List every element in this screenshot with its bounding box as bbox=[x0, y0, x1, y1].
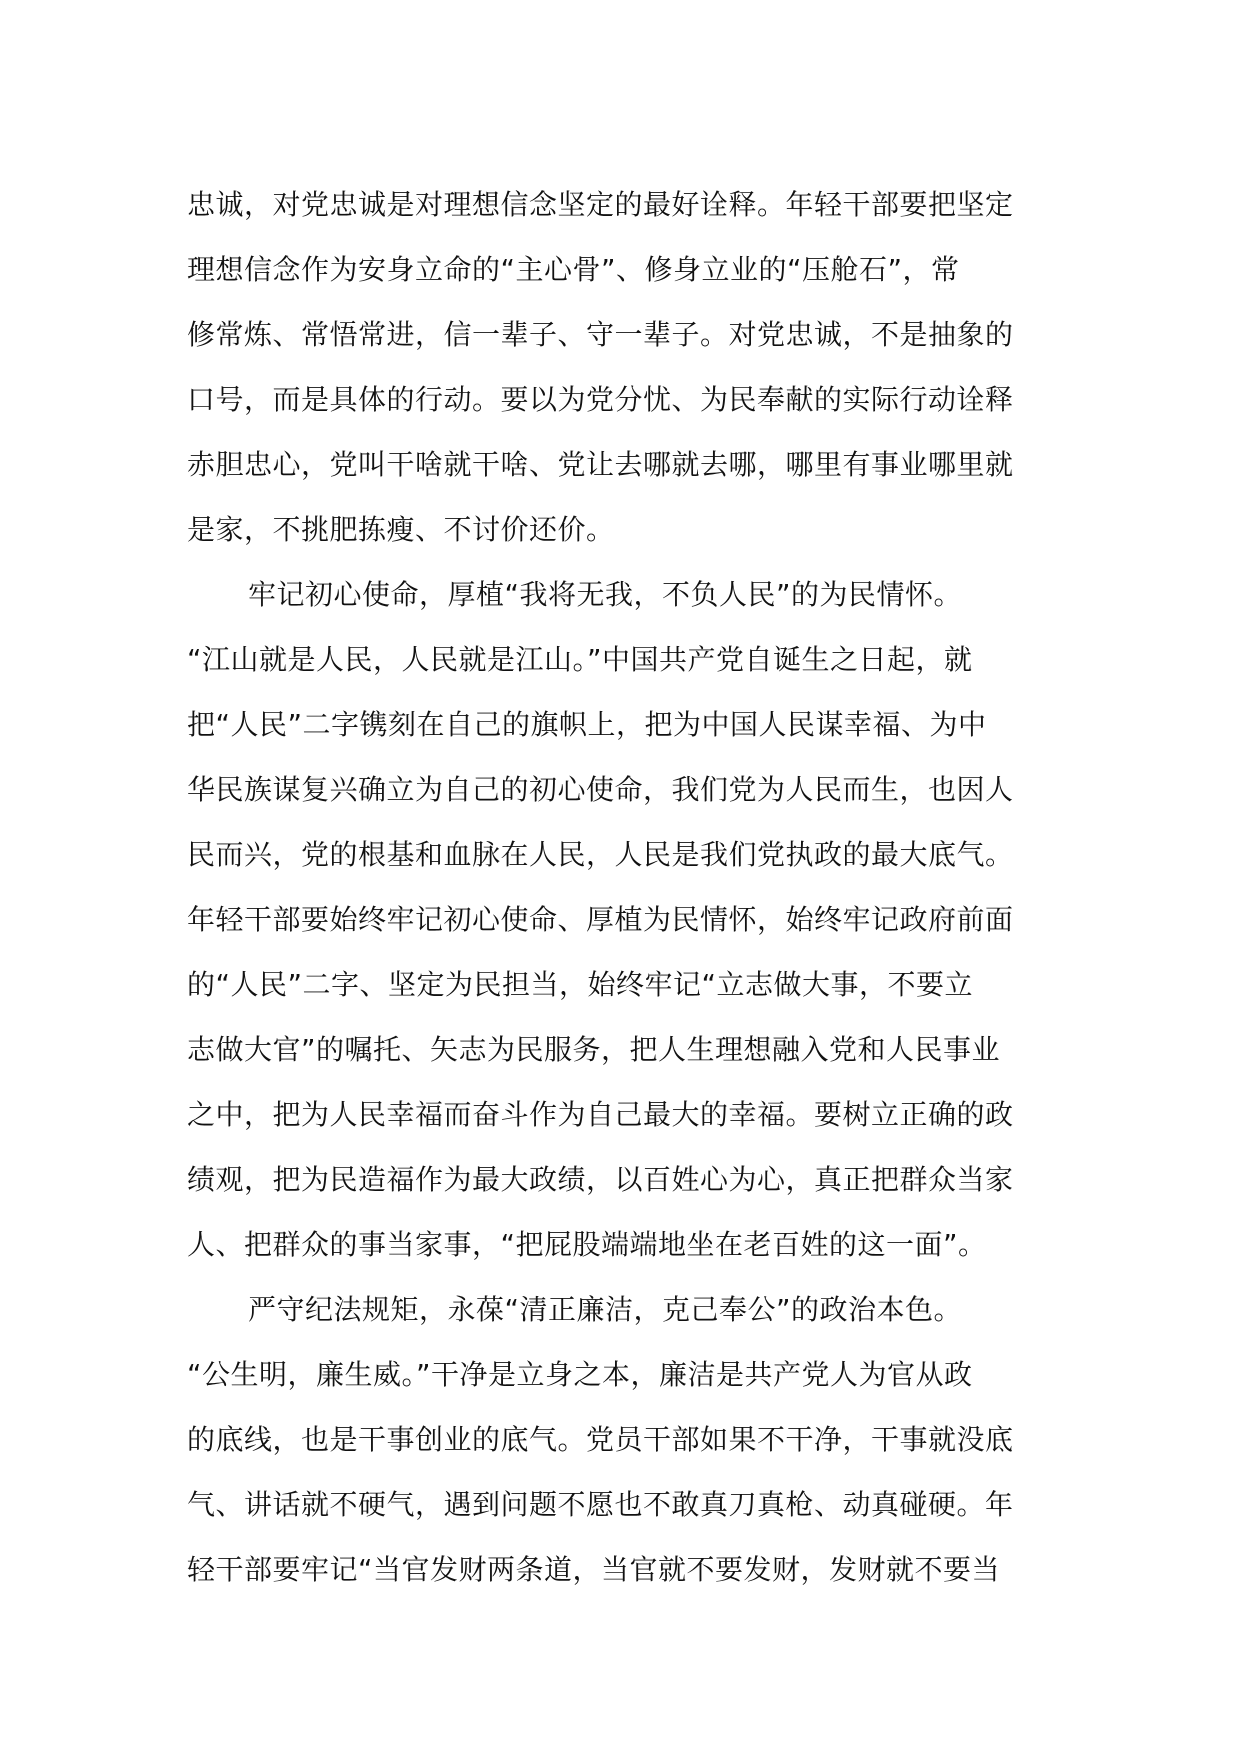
text-line: 忠诚，对党忠诚是对理想信念坚定的最好诠释。年轻干部要把坚定 bbox=[187, 188, 1014, 221]
body-text bbox=[187, 172, 1057, 1602]
text-line: 赤胆忠心，党叫干啥就干啥、党让去哪就去哪，哪里有事业哪里就 bbox=[187, 448, 1014, 481]
text-line: “江山就是人民，人民就是江山。”中国共产党自诞生之日起，就 bbox=[187, 643, 973, 676]
text-line: 志做大官”的嘱托、矢志为民服务，把人生理想融入党和人民事业 bbox=[187, 1033, 1001, 1066]
text-line: 华民族谋复兴确立为自己的初心使命，我们党为人民而生，也因人 bbox=[187, 773, 1014, 806]
text-line: 口号，而是具体的行动。要以为党分忧、为民奉献的实际行动诠释 bbox=[187, 383, 1014, 416]
text-line: 之中，把为人民幸福而奋斗作为自己最大的幸福。要树立正确的政 bbox=[187, 1098, 1014, 1131]
text-line: 的“人民”二字、坚定为民担当，始终牢记“立志做大事，不要立 bbox=[187, 968, 974, 1001]
text-line: 气、讲话就不硬气，遇到问题不愿也不敢真刀真枪、动真碰硬。年 bbox=[187, 1488, 1014, 1521]
text-line: 人、把群众的事当家事，“把屁股端端地坐在老百姓的这一面”。 bbox=[187, 1228, 987, 1261]
paragraph-start-line: 严守纪法规矩，永葆“清正廉洁，克己奉公”的政治本色。 bbox=[248, 1293, 963, 1326]
text-line: 的底线，也是干事创业的底气。党员干部如果不干净，干事就没底 bbox=[187, 1423, 1014, 1456]
text-line: 轻干部要牢记“当官发财两条道，当官就不要发财，发财就不要当 bbox=[187, 1553, 1001, 1586]
text-line: 民而兴，党的根基和血脉在人民，人民是我们党执政的最大底气。 bbox=[187, 838, 1014, 871]
text-line: 是家，不挑肥拣瘦、不讨价还价。 bbox=[187, 513, 615, 546]
text-line: 修常炼、常悟常进，信一辈子、守一辈子。对党忠诚，不是抽象的 bbox=[187, 318, 1014, 351]
text-line: 把“人民”二字镌刻在自己的旗帜上，把为中国人民谋幸福、为中 bbox=[187, 708, 987, 741]
text-line: 理想信念作为安身立命的“主心骨”、修身立业的“压舱石”，常 bbox=[187, 253, 960, 286]
text-line: 绩观，把为民造福作为最大政绩，以百姓心为心，真正把群众当家 bbox=[187, 1163, 1014, 1196]
paragraph-start-line: 牢记初心使命，厚植“我将无我，不负人民”的为民情怀。 bbox=[248, 578, 963, 611]
text-line: 年轻干部要始终牢记初心使命、厚植为民情怀，始终牢记政府前面 bbox=[187, 903, 1014, 936]
text-line: “公生明，廉生威。”干净是立身之本，廉洁是共产党人为官从政 bbox=[187, 1358, 973, 1391]
